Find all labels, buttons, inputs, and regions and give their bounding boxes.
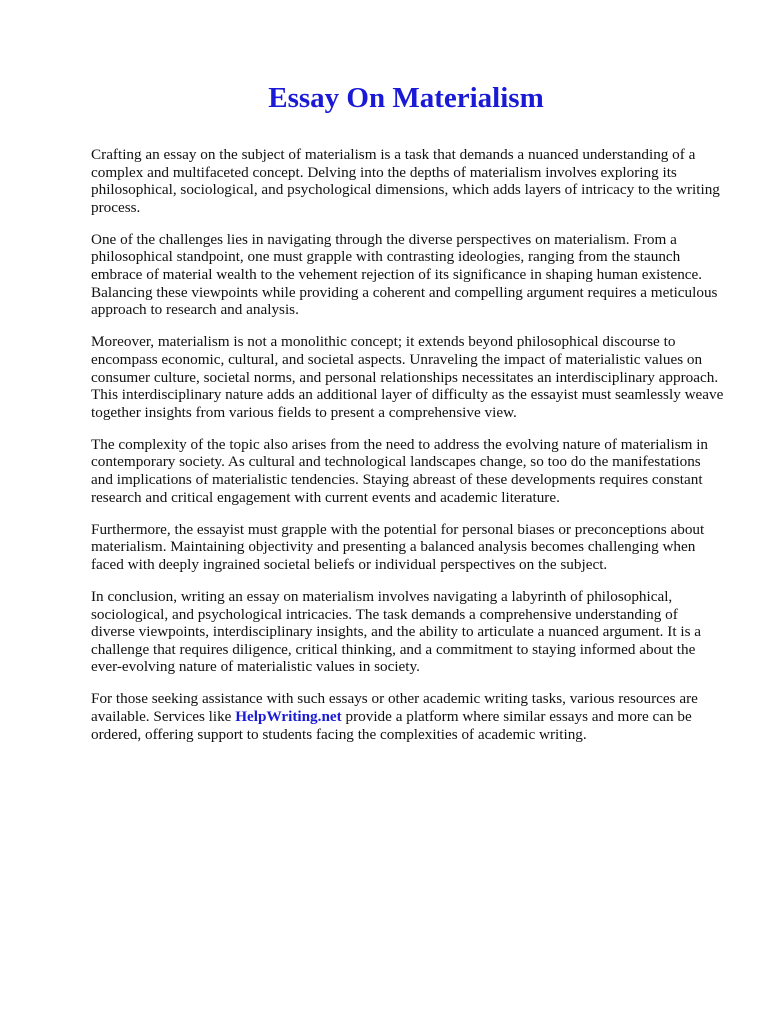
paragraph-intro: Crafting an essay on the subject of materialism is a task that demands a nuanced understanding of a complex and multifaceted concept. Delving into the depths of materialism involves exploring its philosophical, sociological, and psychological dimensions, which adds layers of intricacy to the writing process.	[91, 146, 720, 216]
paragraph-conclusion: In conclusion, writing an essay on materialism involves navigating a labyrinth of philosophical, sociological, and psychological intricacies. The task demands a comprehensive understanding of diverse viewpoints, interdisciplinary insights, and the ability to articulate a nuanced argument. It is a challenge that requires diligence, critical thinking, and a commitment to staying informed about the ever-evolving nature of materialistic values in society.	[91, 587, 702, 676]
paragraph-evolving-nature: The complexity of the topic also arises from the need to address the evolving nature of materialism in contemporary society. As cultural and technological landscapes change, so too do the manifestations and implications of materialistic tendencies. Staying abreast of these developments requires constant research and critical engagement with current events and academic literature.	[91, 435, 709, 506]
paragraph-perspectives: One of the challenges lies in navigating through the diverse perspectives on materialism. From a philosophical standpoint, one must grapple with contrasting ideologies, ranging from the staunch embrace of material wealth to the vehement rejection of its significance in shaping human existence. Balancing these viewpoints while providing a coherent and compelling argument requires a meticulous approach to research and analysis.	[91, 230, 718, 319]
paragraph-biases: Furthermore, the essayist must grapple with the potential for personal biases or preconceptions about materialism. Maintaining objectivity and presenting a balanced analysis becomes challenging when faced with deeply ingrained societal beliefs or individual perspectives on the subject.	[91, 520, 705, 573]
essay-body	[91, 146, 724, 758]
paragraph-closing	[91, 690, 724, 743]
paragraph-interdisciplinary: Moreover, materialism is not a monolithic concept; it extends beyond philosophical discourse to encompass economic, cultural, and societal aspects. Unraveling the impact of materialistic values on consumer culture, societal norms, and personal relationships necessitates an interdisciplinary approach. This interdisciplinary nature adds an additional layer of difficulty as the essayist must seamlessly weave together insights from various fields to present a comprehensive view.	[91, 333, 724, 421]
closing-text-before-link: For those seeking assistance with such essays or other academic writing tasks, various resources are available. Services like	[91, 690, 698, 726]
closing-text-after-link: provide a platform where similar essays and more can be ordered, offering support to students facing the complexities of academic writing.	[91, 708, 692, 743]
helpwriting-link[interactable]: HelpWriting.net	[235, 708, 342, 726]
page-title: Essay On Materialism	[268, 82, 544, 114]
